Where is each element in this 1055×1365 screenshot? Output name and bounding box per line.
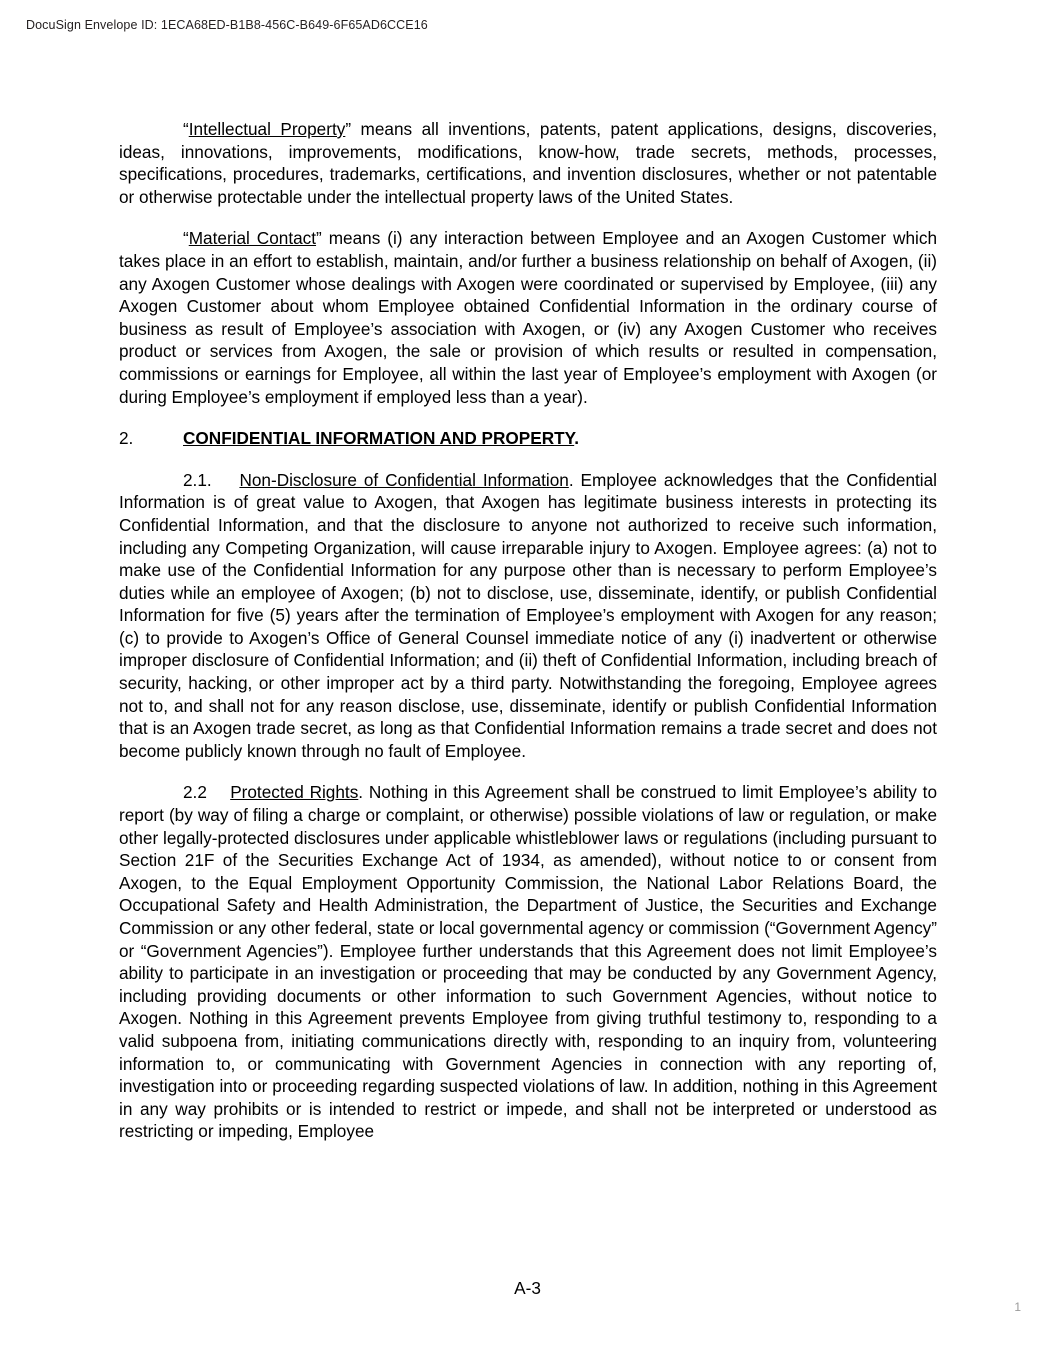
defined-term-material-contact: Material Contact xyxy=(188,228,317,249)
section-2-period: . xyxy=(574,428,579,449)
section-heading-2 xyxy=(119,427,937,450)
section-2-1-text: . Employee acknowledges that the Confidential Information is of great value to Axogen, that Axogen has legitimate business interests in protecting its Confidential Information, and that the disclosure to anyone not authorized to receive such information, including any Competing Organization, will cause irreparable injury to Axogen. Employee agrees: (a) not to make use of the Confidential Information for any purpose other than is necessary to perform Employee’s duties while an employee of Axogen; (b) not to disclose, use, disseminate, identify, or publish Confidential Information for five (5) years after the termination of Employee’s employment with Axogen for any reason; (c) to provide to Axogen’s Office of General Counsel immediate notice of any (i) inadvertent or otherwise improper disclosure of Confidential Information; and (ii) theft of Confidential Information, including breach of security, hacking, or other improper act by a third party. Notwithstanding the foregoing, Employee agrees not to, and shall not for any reason disclose, use, disseminate, identify or publish Confidential Information that is an Axogen trade secret, as long as that Confidential Information remains a trade secret and does not become publicly known through no fault of Employee. xyxy=(119,469,937,761)
paragraph-intellectual-property xyxy=(119,118,937,208)
paragraph-intellectual-property-text: means all inventions, patents, patent applications, designs, discoveries, ideas, innovations, improvements, modifications, know-how, trade secrets, methods, processes, specifications, procedures, trademarks, certifications, and invention disclosures, whether or not patentable or otherwise protectable under the intellectual property laws of the United States. xyxy=(119,119,937,207)
spacer xyxy=(212,470,240,490)
section-2-2-text: . Nothing in this Agreement shall be construed to limit Employee’s ability to report (by way of filing a charge or complaint, or otherwise) possible violations of law or regulation, or make other legally-protected disclosures under applicable whistleblower laws or regulations (including pursuant to Section 21F of the Securities Exchange Act of 1934, as amended), without notice to or consent from Axogen, to the Equal Employment Opportunity Commission, the National Labor Relations Board, the Occupational Safety and Health Administration, the Department of Justice, the Securities and Exchange Commission or any other federal, state or local governmental agency or commission (“Government Agency” or “Government Agencies”). Employee further understands that this Agreement does not limit Employee’s ability to participate in an investigation or proceeding that may be conducted by any Government Agency, including providing documents or other information to such Government Agencies, without notice to Axogen. Nothing in this Agreement prevents Employee from giving truthful testimony to, responding to a valid subpoena from, initiating communications directly with, responding to an inquiry from, volunteering information to, or communicating with Government Agencies in connection with any reporting of, investigation into or proceeding regarding suspected violations of law. In addition, nothing in this Agreement in any way prohibits or is intended to restrict or impede, and shall not be interpreted or understood as restricting or impeding, Employee xyxy=(119,782,937,1142)
defined-term-intellectual-property: Intellectual Property xyxy=(188,119,346,139)
quote-close: ” xyxy=(316,228,322,249)
section-2-title: CONFIDENTIAL INFORMATION AND PROPERTY xyxy=(183,428,575,449)
quote-open: “ xyxy=(183,228,189,249)
quote-open: “ xyxy=(183,119,189,139)
paragraph-material-contact-text: means (i) any interaction between Employee and an Axogen Customer which takes place in an effort to establish, maintain, and/or further a business relationship on behalf of Axogen, (ii) any Axogen Customer whose dealings with Axogen were coordinated or supervised by Employee, (iii) any Axogen Customer about whom Employee obtained Confidential Information in the ordinary course of business as result of Employee’s association with Axogen, or (iv) any Axogen Customer who receives product or services from Axogen, the sale or provision of which results or resulted in compensation, commissions or earnings for Employee, all within the last year of Employee’s employment with Axogen (or during Employee’s employment if employed less than a year). xyxy=(119,228,937,407)
quote-close: ” xyxy=(345,119,352,139)
section-2-2-number: 2.2 xyxy=(183,782,207,803)
paragraph-section-2-1 xyxy=(119,469,937,763)
paragraph-material-contact xyxy=(119,227,937,408)
page-number: 1 xyxy=(1014,1300,1021,1314)
section-2-number: 2. xyxy=(119,428,134,449)
paragraph-section-2-2 xyxy=(119,781,937,1143)
document-body xyxy=(119,118,937,1143)
page-footer-label: A-3 xyxy=(514,1278,541,1298)
docusign-envelope-id: DocuSign Envelope ID: 1ECA68ED-B1B8-456C-B649-6F65AD6CCE16 xyxy=(26,18,428,32)
section-2-2-title: Protected Rights xyxy=(230,782,359,803)
section-2-1-number: 2.1. xyxy=(183,469,212,490)
section-2-1-title: Non-Disclosure of Confidential Information xyxy=(239,469,569,490)
spacer xyxy=(207,782,230,802)
